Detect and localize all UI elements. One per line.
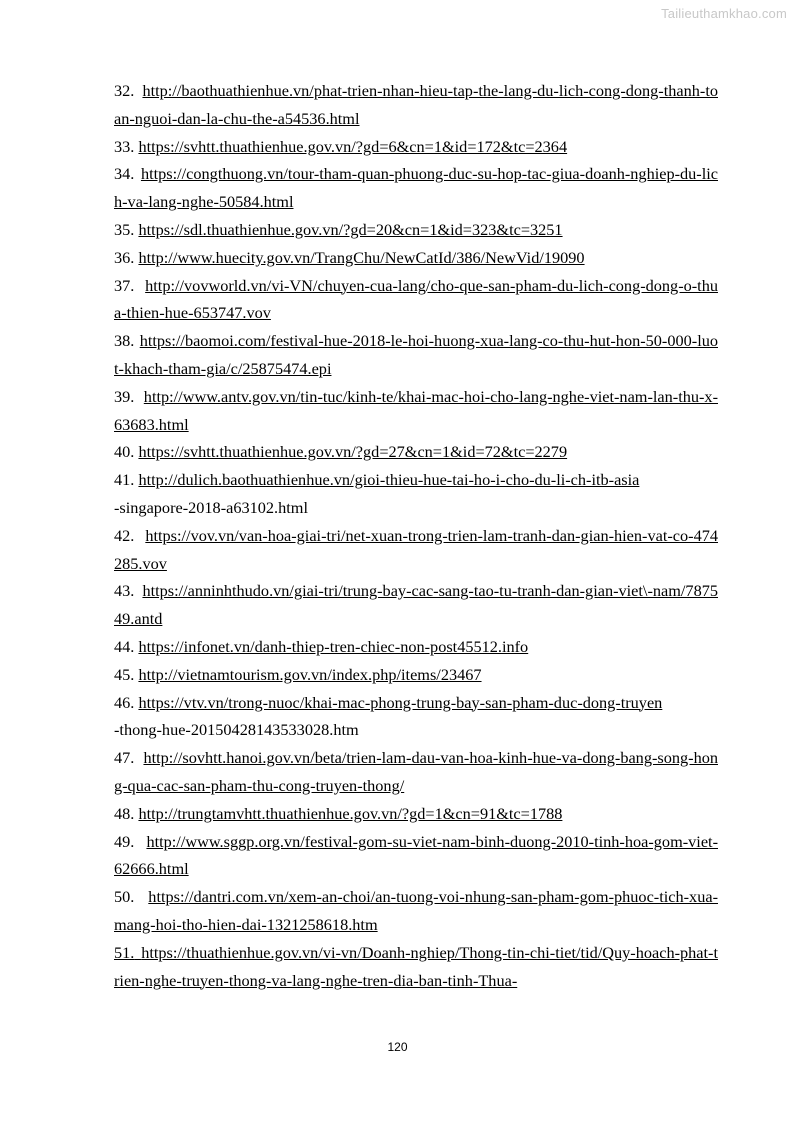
reference-item bbox=[114, 160, 718, 216]
reference-number: 51. bbox=[114, 942, 135, 962]
reference-item bbox=[114, 744, 718, 800]
reference-item bbox=[114, 939, 718, 995]
reference-item bbox=[114, 244, 718, 272]
reference-item bbox=[114, 800, 718, 828]
site-watermark: Tailieuthamkhao.com bbox=[661, 6, 787, 21]
reference-continuation: -singapore-2018-a63102.html bbox=[114, 497, 308, 517]
reference-item bbox=[114, 77, 718, 133]
reference-link[interactable] bbox=[114, 943, 718, 990]
page-number: 120 bbox=[387, 1040, 408, 1054]
reference-link[interactable]: http://vietnamtourism.gov.vn/index.php/items/23467 bbox=[138, 664, 482, 684]
reference-link[interactable]: http://vovworld.vn/vi-VN/chuyen-cua-lang/cho-que-san-pham-du-lich-cong-dong-o-thua-thien-hue-653747.vov bbox=[114, 275, 718, 323]
reference-link[interactable]: https://vov.vn/van-hoa-giai-tri/net-xuan-trong-trien-lam-tranh-dan-gian-hien-vat-co-474285.vov bbox=[114, 525, 718, 573]
reference-link[interactable]: https://congthuong.vn/tour-tham-quan-phuong-duc-su-hop-tac-giua-doanh-nghiep-du-lich-va-lang-nghe-50584.html bbox=[114, 164, 718, 212]
reference-number: 36. bbox=[114, 247, 135, 267]
reference-continuation: -thong-hue-20150428143533028.htm bbox=[114, 720, 359, 740]
reference-link[interactable]: http://sovhtt.hanoi.gov.vn/beta/trien-lam-dau-van-hoa-kinh-hue-va-dong-bang-song-hong-qua-cac-san-pham-thu-cong-truyen-thong/ bbox=[114, 748, 718, 795]
reference-number: 43. bbox=[114, 581, 135, 601]
reference-item bbox=[114, 522, 718, 578]
reference-link[interactable]: http://trungtamvhtt.thuathienhue.gov.vn/?gd=1&cn=91&tc=1788 bbox=[138, 803, 563, 823]
reference-item bbox=[114, 466, 718, 522]
reference-link[interactable]: https://sdl.thuathienhue.gov.vn/?gd=20&cn=1&id=323&tc=3251 bbox=[138, 219, 563, 239]
reference-number: 32. bbox=[114, 81, 135, 100]
reference-item bbox=[114, 577, 718, 633]
reference-number: 35. bbox=[114, 219, 135, 239]
reference-link[interactable]: http://baothuathienhue.vn/phat-trien-nhan-hieu-tap-the-lang-du-lich-cong-dong-thanh-toan-nguoi-dan-la-chu-the-a54536.html bbox=[114, 81, 718, 128]
reference-item bbox=[114, 383, 718, 439]
reference-link[interactable]: https://infonet.vn/danh-thiep-tren-chiec-non-post45512.info bbox=[138, 636, 529, 656]
reference-number: 42. bbox=[114, 525, 135, 545]
reference-link[interactable]: https://anninhthudo.vn/giai-tri/trung-bay-cac-sang-tao-tu-tranh-dan-gian-viet\-nam/787549.antd bbox=[114, 581, 718, 629]
reference-link[interactable]: http://www.sggp.org.vn/festival-gom-su-viet-nam-binh-duong-2010-tinh-hoa-gom-viet-62666.html bbox=[114, 831, 718, 879]
reference-number: 45. bbox=[114, 664, 135, 684]
reference-link[interactable]: http://dulich.baothuathienhue.vn/gioi-thieu-hue-tai-ho-i-cho-du-li-ch-itb-asia bbox=[138, 470, 640, 490]
reference-item bbox=[114, 883, 718, 939]
reference-number: 38. bbox=[114, 331, 135, 351]
reference-item bbox=[114, 661, 718, 689]
reference-item bbox=[114, 272, 718, 328]
reference-number: 41. bbox=[114, 470, 135, 490]
reference-item bbox=[114, 689, 718, 745]
reference-number: 49. bbox=[114, 831, 135, 851]
reference-number: 34. bbox=[114, 164, 135, 184]
reference-url: https://thuathienhue.gov.vn/vi-vn/Doanh-nghiep/Thong-tin-chi-tiet/tid/Quy-hoach-phat-trien-nghe-truyen-thong-va-lang-nghe-tren-dia-ban-tinh-Thua- bbox=[114, 942, 718, 990]
reference-item bbox=[114, 828, 718, 884]
reference-number: 48. bbox=[114, 803, 135, 823]
reference-number: 50. bbox=[114, 887, 135, 907]
reference-link[interactable]: http://www.huecity.gov.vn/TrangChu/NewCatId/386/NewVid/19090 bbox=[138, 247, 585, 267]
reference-number: 33. bbox=[114, 136, 135, 156]
reference-link[interactable]: https://vtv.vn/trong-nuoc/khai-mac-phong-trung-bay-san-pham-duc-dong-truyen bbox=[138, 692, 663, 712]
reference-list bbox=[114, 77, 718, 994]
reference-number: 47. bbox=[114, 748, 135, 768]
reference-link[interactable]: http://www.antv.gov.vn/tin-tuc/kinh-te/khai-mac-hoi-cho-lang-nghe-viet-nam-lan-thu-x-63683.html bbox=[114, 386, 718, 434]
reference-number: 37. bbox=[114, 275, 135, 295]
reference-number: 44. bbox=[114, 636, 135, 656]
reference-link[interactable]: https://svhtt.thuathienhue.gov.vn/?gd=27&cn=1&id=72&tc=2279 bbox=[138, 442, 568, 462]
reference-item bbox=[114, 438, 718, 466]
reference-item bbox=[114, 133, 718, 161]
reference-item bbox=[114, 327, 718, 383]
reference-number: 39. bbox=[114, 386, 135, 406]
reference-item bbox=[114, 633, 718, 661]
reference-number: 46. bbox=[114, 692, 135, 712]
reference-link[interactable]: https://baomoi.com/festival-hue-2018-le-hoi-huong-xua-lang-co-thu-hut-hon-50-000-luot-khach-tham-gia/c/25875474.epi bbox=[114, 331, 718, 378]
reference-link[interactable]: https://svhtt.thuathienhue.gov.vn/?gd=6&cn=1&id=172&tc=2364 bbox=[138, 136, 568, 156]
reference-number: 40. bbox=[114, 442, 135, 462]
reference-item bbox=[114, 216, 718, 244]
reference-link[interactable]: https://dantri.com.vn/xem-an-choi/an-tuong-voi-nhung-san-pham-gom-phuoc-tich-xua-mang-hoi-tho-hien-dai-1321258618.htm bbox=[114, 887, 718, 934]
